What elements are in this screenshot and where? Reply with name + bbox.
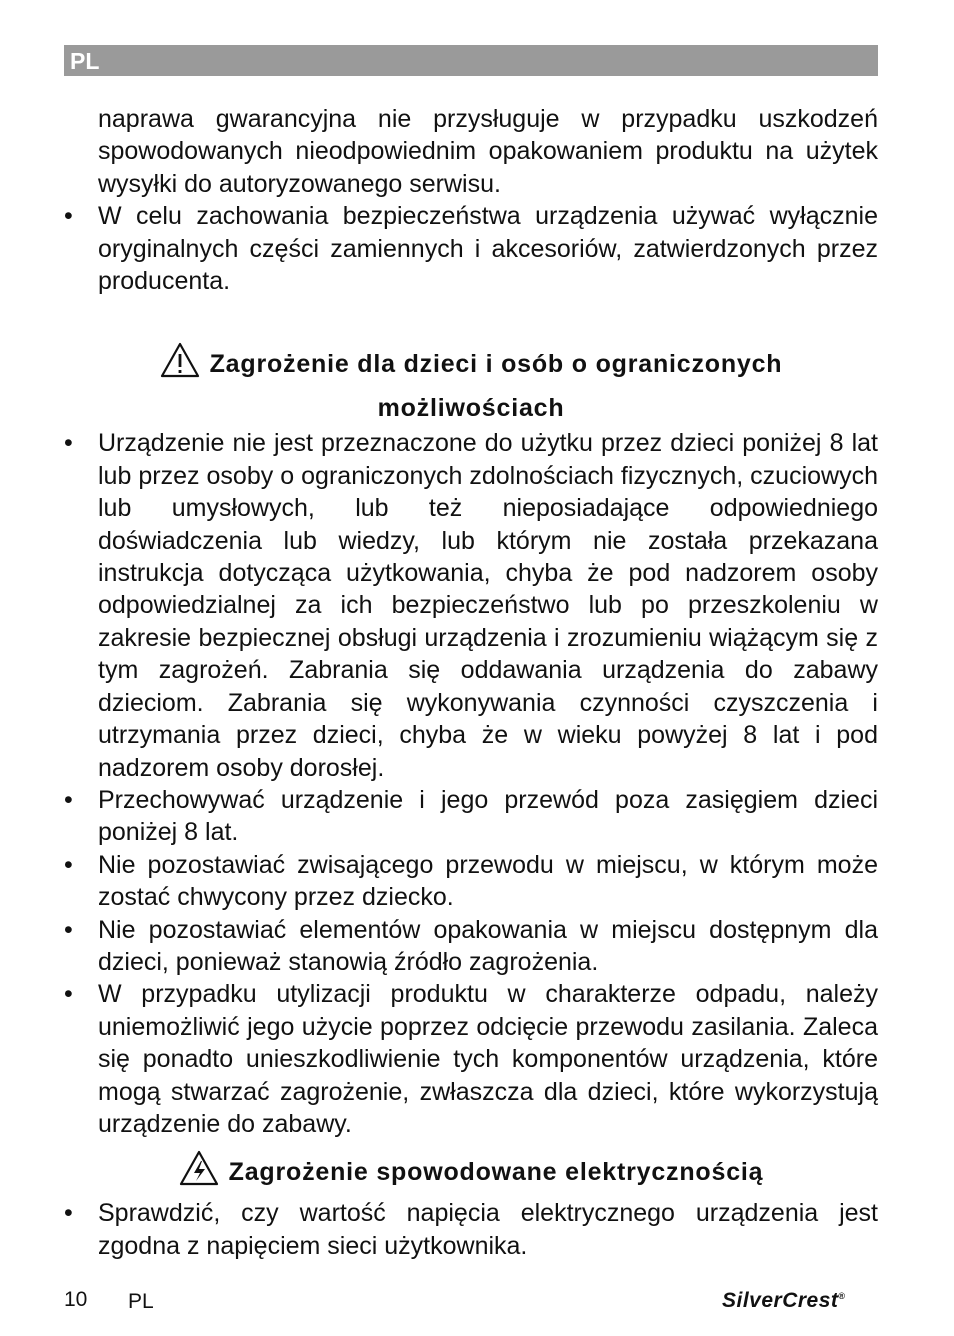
electric-hazard-icon (179, 1150, 219, 1197)
bullet-icon: • (64, 202, 73, 231)
bullet-icon: • (64, 785, 73, 814)
brand-name: SilverCrest (722, 1289, 839, 1312)
list-item (64, 1197, 878, 1262)
page-content (64, 103, 878, 1262)
bullet-icon: • (64, 429, 73, 458)
list-item-text: Nie pozostawiać elementów opakowania w miejscu dostępnym dla dzieci, ponieważ stanowią źródło zagrożenia. (98, 915, 878, 976)
list-item (64, 200, 878, 297)
section-title: Zagrożenie spowodowane elektrycznością (228, 1158, 764, 1187)
list-item-text: Sprawdzić, czy wartość napięcia elektrycznego urządzenia jest zgodna z napięciem sieci użytkownika. (98, 1199, 878, 1260)
warning-triangle-icon (160, 342, 200, 389)
section-heading-children (64, 342, 878, 427)
language-label: PL (70, 48, 100, 74)
list-item (64, 849, 878, 914)
list-item (64, 784, 878, 849)
footer-language: PL (128, 1290, 154, 1313)
list-item (64, 914, 878, 979)
list-item (64, 978, 878, 1140)
page-number: 10 (64, 1288, 88, 1311)
list-item-text: Nie pozostawiać zwisającego przewodu w miejscu, w którym może zostać chwycony przez dziecko. (98, 850, 878, 912)
section-title: Zagrożenie dla dzieci i osób o ograniczonych możliwościach (209, 350, 783, 423)
bullet-icon: • (64, 980, 73, 1009)
list-item-text: Urządzenie nie jest przeznaczone do użytku przez dzieci poniżej 8 lat lub przez osoby o ograniczonych zdolnościach fizycznych, czuciowych lub umysłowych, lub też nieposiadające odpowiedniego doświadczenia lub wiedzy, lub którym nie została przekazana instrukcja dotycząca użytkowania, chyba że pod nadzorem osoby odpowiedzialnej za ich bezpieczeństwo lub po przeszkoleniu w zakresie bezpiecznej obsługi urządzenia i zrozumieniu wiążącym się z tym zagrożeń. Zabrania się oddawania urządzenia do zabawy dzieciom. Zabrania się wykonywania czynności czyszczenia i utrzymania przez dzieci, chyba że w wieku powyżej 8 lat i pod nadzorem osoby dorosłej. (98, 429, 878, 782)
list-item-text: W przypadku utylizacji produktu w charakterze odpadu, należy uniemożliwić jego użycie poprzez odcięcie przewodu zasilania. Zaleca się ponadto unieszkodliwienie tych komponentów urządzenia, które mogą stwarzać zagrożenie, zwłaszcza dla dzieci, które wykorzystują urządzenie do zabawy. (98, 980, 878, 1138)
bullet-icon: • (64, 915, 73, 944)
registered-mark: ® (838, 1291, 846, 1301)
section-heading-electric (64, 1150, 878, 1197)
list-item (64, 427, 878, 783)
list-item-text: W celu zachowania bezpieczeństwa urządzenia używać wyłącznie oryginalnych części zamiennych i akcesoriów, zatwierdzonych przez producenta. (98, 202, 878, 296)
list-item-text: Przechowywać urządzenie i jego przewód poza zasięgiem dzieci poniżej 8 lat. (98, 785, 878, 847)
language-header-bar (64, 45, 878, 76)
bullet-icon: • (64, 1199, 73, 1228)
brand-logo (722, 1289, 846, 1313)
bullet-icon: • (64, 850, 73, 879)
intro-paragraph: naprawa gwarancyjna nie przysługuje w przypadku uszkodzeń spowodowanych nieodpowiednim opakowaniem produktu na użytek wysyłki do autoryzowanego serwisu. (98, 105, 878, 198)
